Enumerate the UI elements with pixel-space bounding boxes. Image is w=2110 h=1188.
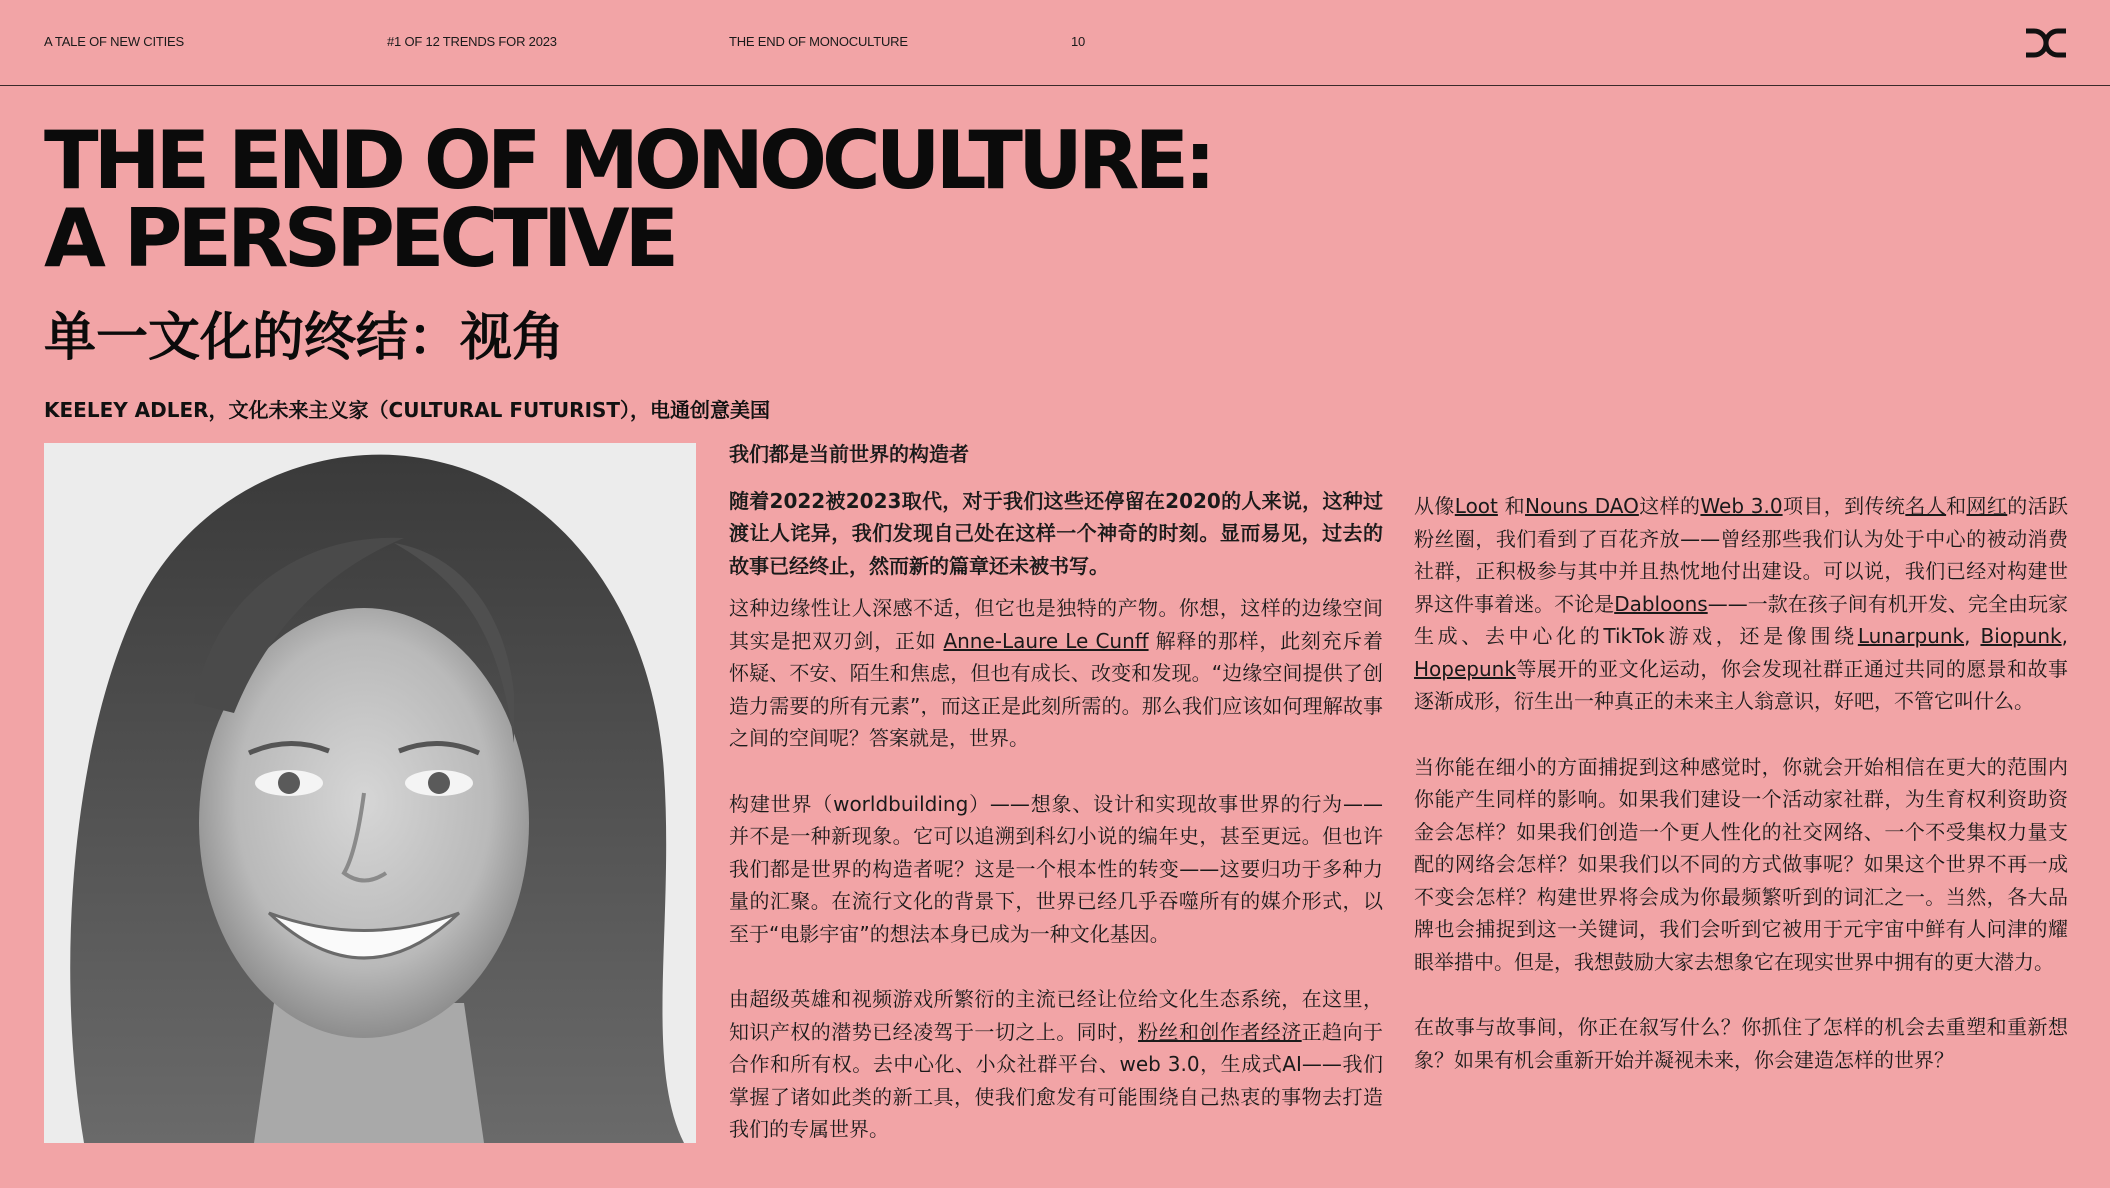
header-publication: A TALE OF NEW CITIES (44, 34, 184, 49)
paragraph-3: 由超级英雄和视频游戏所繁衍的主流已经让位给文化生态系统，在这里，知识产权的潜势已经凌驾于一切之上。同时，粉丝和创作者经济正趋向于合作和所有权。去中心化、小众社群平台、web 3.0，生成式AI——我们掌握了诸如此类的新工具，使我们愈发有可能围绕自己热衷的事物去打造我们的专属世界。 (729, 987, 1384, 1141)
link-celebrities[interactable]: 名人 (1905, 494, 1947, 518)
lead-paragraph: 随着2022被2023取代，对于我们这些还停留在2020的人来说，这种过渡让人诧异，我们发现自己处在这样一个神奇的时刻。显而易见，过去的故事已经终止，然而新的篇章还未被书写。 (729, 488, 1383, 578)
paragraph-1: 这种边缘性让人深感不适，但它也是独特的产物。你想，这样的边缘空间其实是把双刃剑，正如 Anne-Laure Le Cunff 解释的那样，此刻充斥着怀疑、不安、陌生和焦虑，但也有成长、改变和发现。“边缘空间提供了创造力需要的所有元素”，而这正是此刻所需的。那么我们应该如何理解故事之间的空间呢？答案就是，世界。 (729, 596, 1384, 750)
link-creator-economy[interactable]: 粉丝和创作者经济 (1138, 1019, 1302, 1044)
chinese-title: 单一文化的终结：视角 (44, 308, 565, 368)
link-hopepunk[interactable]: Hopepunk (1414, 656, 1516, 681)
link-nouns-dao[interactable]: Nouns DAO (1525, 494, 1639, 518)
title-line-1: THE END OF MONOCULTURE: (44, 114, 1212, 207)
link-lunarpunk[interactable]: Lunarpunk (1857, 624, 1965, 648)
header-section: THE END OF MONOCULTURE (729, 34, 908, 49)
link-dabloons[interactable]: Dabloons (1614, 591, 1708, 616)
paragraph-4: 从像Loot 和Nouns DAO这样的Web 3.0项目，到传统名人和网红的活跃粉丝圈，我们看到了百花齐放——曾经那些我们认为处于中心的被动消费社群，正积极参与其中并且热忱地付出建设。可以说，我们已经对构建世界这件事着迷。不论是Dabloons——一款在孩子间有机开发、完全由玩家生成、去中心化的TikTok游戏，还是像围绕Lunarpunk, Biopunk, Hopepunk等展开的亚文化运动，你会发现社群正通过共同的愿景和故事逐渐成形，衍生出一种真正的未来主人翁意识，好吧，不管它叫什么。 (1414, 494, 2069, 713)
page-number: 10 (1071, 34, 1086, 49)
author-portrait (44, 443, 696, 1143)
portrait-image (44, 443, 696, 1143)
link-loot[interactable]: Loot (1454, 494, 1498, 518)
header-trend: #1 OF 12 TRENDS FOR 2023 (387, 34, 557, 49)
title-line-2: A PERSPECTIVE (44, 192, 675, 285)
link-biopunk[interactable]: Biopunk (1980, 624, 2062, 648)
page-title (44, 114, 1244, 285)
article-column-2 (1414, 490, 2068, 1109)
paragraph-6: 在故事与故事间，你正在叙写什么？你抓住了怎样的机会去重塑和重新想象？如果有机会重新开始并凝视未来，你会建造怎样的世界？ (1414, 1015, 2068, 1072)
link-influencers[interactable]: 网红 (1966, 494, 2008, 518)
author-byline: KEELEY ADLER，文化未来主义家（CULTURAL FUTURIST），电通创意美国 (44, 398, 771, 422)
link-anne-laure-le-cunff[interactable]: Anne-Laure Le Cunff (943, 628, 1149, 653)
dc-logo-icon (2024, 28, 2068, 58)
top-bar (0, 0, 2110, 86)
paragraph-5: 当你能在细小的方面捕捉到这种感觉时，你就会开始相信在更大的范围内你能产生同样的影响。如果我们建设一个活动家社群，为生育权利资助资金会怎样？如果我们创造一个更人性化的社交网络、一个不受集权力量支配的网络会怎样？如果我们以不同的方式做事呢？如果这个世界不再一成不变会怎样？构建世界将会成为你最频繁听到的词汇之一。当然，各大品牌也会捕捉到这一关键词，我们会听到它被用于元宇宙中鲜有人问津的耀眼举措中。但是，我想鼓励大家去想象它在现实世界中拥有的更大潜力。 (1414, 754, 2068, 974)
paragraph-2: 构建世界（worldbuilding）——想象、设计和实现故事世界的行为——并不是一种新现象。它可以追溯到科幻小说的编年史，甚至更远。但也许我们都是世界的构造者呢？这是一个根本性的转变——这要归功于多种力量的汇聚。在流行文化的背景下，世界已经几乎吞噬所有的媒介形式，以至于“电影宇宙”的想法本身已成为一种文化基因。 (729, 791, 1383, 946)
section-heading: 我们都是当前世界的构造者 (729, 442, 969, 466)
article-column-1 (729, 438, 1383, 1179)
link-web3[interactable]: Web 3.0 (1700, 494, 1783, 518)
